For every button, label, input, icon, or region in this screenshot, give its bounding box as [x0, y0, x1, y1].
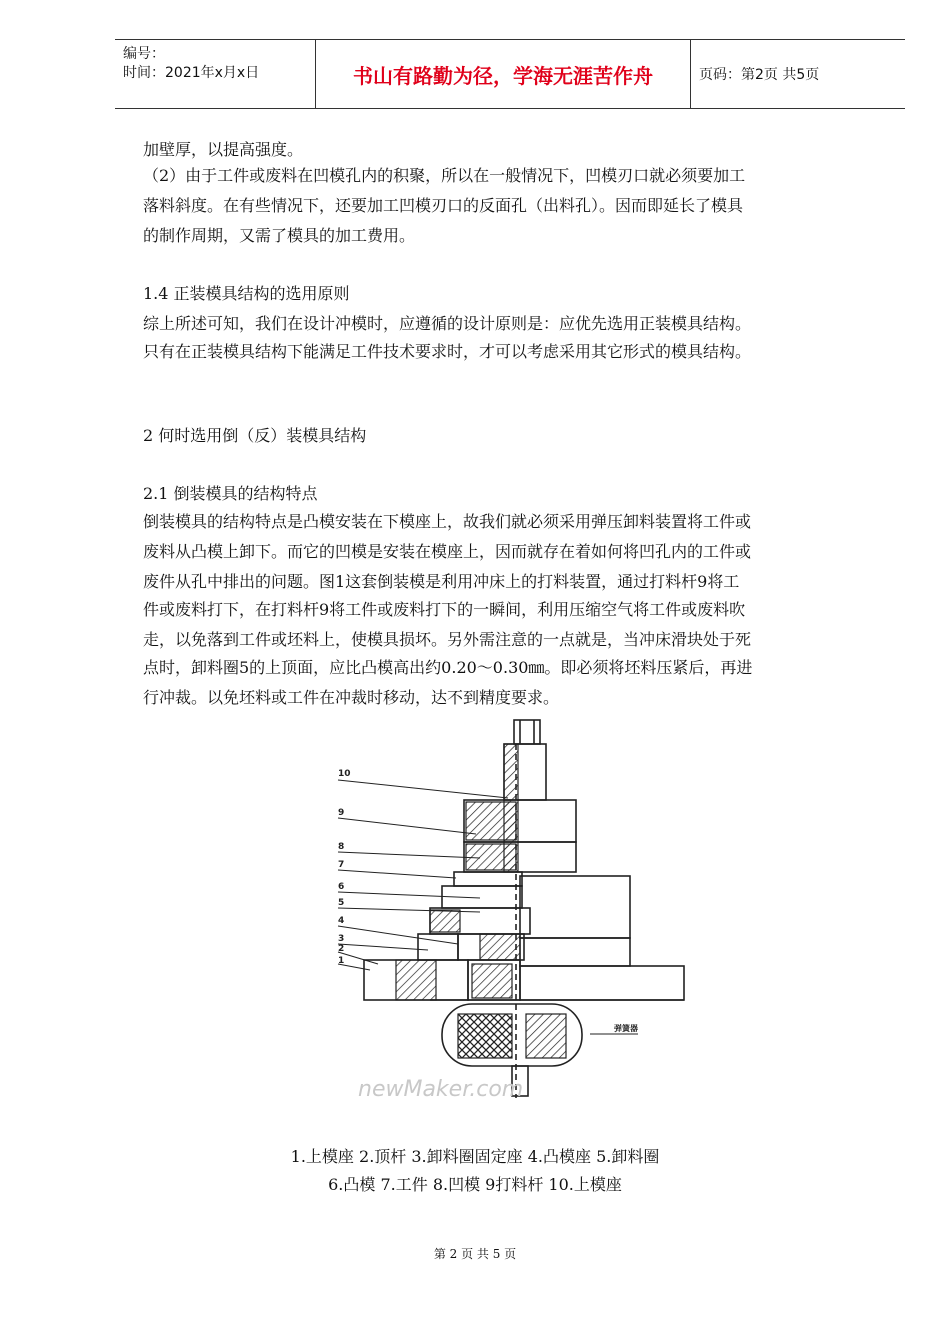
body-line: 倒装模具的结构特点是凸模安装在下模座上，故我们就必须采用弹压卸料装置将工件或 — [143, 512, 752, 531]
label-3: 3 — [338, 934, 345, 944]
body-line: 的制作周期，又需了模具的加工费用。 — [143, 226, 416, 245]
label-6: 6 — [338, 882, 345, 892]
label-9: 9 — [338, 808, 345, 818]
body-line: 废件从孔中排出的问题。图1这套倒装模是利用冲床上的打料装置，通过打料杆9将工 — [143, 572, 740, 591]
figure-caption-line1: 1.上模座 2.顶杆 3.卸料圈固定座 4.凸模座 5.卸料圈 — [290, 1147, 660, 1166]
body-line: 件或废料打下，在打料杆9将工件或废料打下的一瞬间，利用压缩空气将工件或废料吹 — [143, 600, 746, 619]
body-line: 走，以免落到工件或坯料上，使模具损坏。另外需注意的一点就是，当冲床滑块处于死 — [143, 630, 752, 649]
section-heading: 1.4 正装模具结构的选用原则 — [143, 284, 350, 303]
body-line: （2）由于工件或废料在凹模孔内的积聚，所以在一般情况下，凹模刃口就必须要加工 — [143, 166, 746, 185]
serial-label: 编号： — [123, 46, 165, 62]
header-page-info: 页码：第2页 共5页 — [699, 67, 820, 83]
watermark: newMaker.com — [358, 1077, 524, 1100]
spring-label: 弹簧器 — [614, 1024, 638, 1033]
label-5: 5 — [338, 898, 345, 908]
label-1: 1 — [338, 956, 345, 966]
body-line: 落料斜度。在有些情况下，还要加工凹模刃口的反面孔（出料孔）。因而即延长了模具 — [143, 196, 744, 215]
body-line: 综上所述可知，我们在设计冲模时，应遵循的设计原则是：应优先选用正装模具结构。 — [143, 314, 752, 333]
body-line: 行冲裁。以免坯料或工件在冲裁时移动，达不到精度要求。 — [143, 688, 560, 707]
section-heading: 2.1 倒装模具的结构特点 — [143, 484, 318, 503]
figure-caption-line2: 6.凸模 7.工件 8.凹模 9打料杆 10.上模座 — [328, 1175, 622, 1194]
body-line: 废料从凸模上卸下。而它的凹模是安装在模座上，因而就存在着如何将凹孔内的工件或 — [143, 542, 752, 561]
body-line: 点时，卸料圈5的上顶面，应比凸模高出约0.20～0.30㎜。即必须将坯料压紧后，再进 — [143, 658, 753, 677]
top-bolt-head — [514, 720, 540, 744]
header-meta — [115, 40, 316, 108]
page-footer: 第 2 页 共 5 页 — [433, 1247, 517, 1261]
page-header — [115, 39, 905, 109]
time-label: 时间：2021年x月x日 — [123, 65, 260, 81]
label-10: 10 — [338, 769, 351, 779]
body-line: 加壁厚，以提高强度。 — [143, 140, 304, 159]
lower-right-plate — [520, 966, 684, 1000]
header-motto: 书山有路勤为径，学海无涯苦作舟 — [316, 40, 691, 108]
right-plate — [520, 938, 630, 966]
label-4: 4 — [338, 916, 345, 926]
label-2: 2 — [338, 944, 345, 954]
label-7: 7 — [338, 860, 345, 870]
die-structure-figure — [330, 718, 690, 1100]
right-block — [520, 876, 630, 938]
label-8: 8 — [338, 842, 345, 852]
section-heading: 2 何时选用倒（反）装模具结构 — [143, 426, 367, 445]
die-drawing — [330, 718, 690, 1100]
body-line: 只有在正装模具结构下能满足工件技术要求时，才可以考虑采用其它形式的模具结构。 — [143, 342, 752, 361]
